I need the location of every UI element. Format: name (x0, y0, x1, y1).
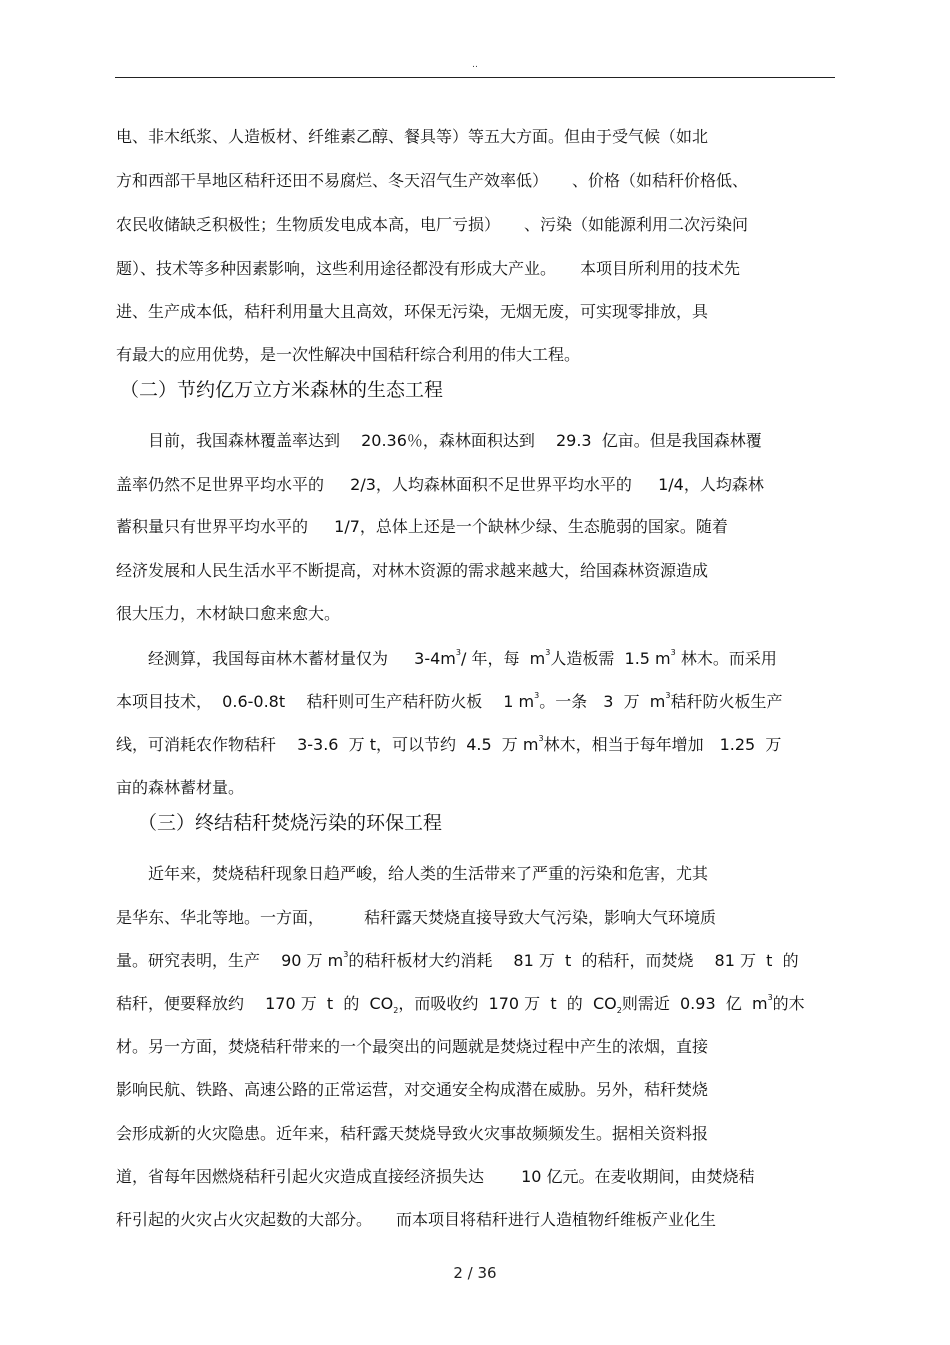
superscript: 3 (343, 950, 349, 959)
text-run: 人造板需 1.5 m (550, 649, 671, 668)
paragraph-line: 道，省每年因燃烧秸秆引起火灾造成直接经济损失达 10 亿元。在麦收期间，由焚烧秸 (116, 1167, 755, 1186)
subscript: 2 (393, 1006, 399, 1016)
paragraph-line: 是华东、华北等地。一方面， 秸秆露天焚烧直接导致大气污染，影响大气环境质 (116, 908, 717, 927)
paragraph-line (116, 649, 777, 669)
section-heading: （三）终结秸秆焚烧污染的环保工程 (138, 812, 443, 834)
paragraph-line: 会形成新的火灾隐患。近年来，秸秆露天焚烧导致火灾事故频频发生。据相关资料报 (116, 1124, 709, 1143)
paragraph-line: 电、非木纸浆、人造板材、纤维素乙醇、餐具等）等五大方面。但由于受气候（如北 (116, 127, 709, 146)
paragraph-line: 题）、技术等多种因素影响，这些利用途径都没有形成大产业。 本项目所利用的技术先 (116, 259, 741, 278)
paragraph-line: 农民收储缺乏积极性；生物质发电成本高，电厂亏损） 、污染（如能源利用二次污染问 (116, 215, 749, 234)
superscript: 3 (545, 648, 551, 657)
superscript: 3 (665, 691, 671, 700)
superscript: 3 (767, 993, 773, 1002)
paragraph-line: 秆引起的火灾占火灾起数的大部分。 而本项目将秸秆进行人造植物纤维板产业化生 (116, 1210, 717, 1229)
text-run: 经测算，我国每亩林木蓄材量仅为 3-4m (116, 649, 456, 668)
text-run: 秸秆防火板生产 (670, 692, 783, 711)
paragraph-line: 盖率仍然不足世界平均水平的 2/3，人均森林面积不足世界平均水平的 1/4，人均森林 (116, 475, 764, 494)
text-run: 秸秆，便要释放约 170 万 t 的 CO (116, 994, 394, 1013)
text-run: 量。研究表明，生产 90 万 m (116, 951, 344, 970)
text-run: 线，可消耗农作物秸秆 3-3.6 万 t，可以节约 4.5 万 m (116, 735, 539, 754)
paragraph-line: 近年来，焚烧秸秆现象日趋严峻，给人类的生活带来了严重的污染和危害，尤其 (116, 864, 709, 883)
paragraph-line: 蓄积量只有世界平均水平的 1/7，总体上还是一个缺林少绿、生态脆弱的国家。随着 (116, 517, 728, 536)
paragraph-line: 目前，我国森林覆盖率达到 20.36％，森林面积达到 29.3 亿亩。但是我国森林覆 (116, 431, 762, 450)
text-run: 则需近 0.93 亿 m (621, 994, 768, 1013)
paragraph-line: 有最大的应用优势，是一次性解决中国秸秆综合利用的伟大工程。 (116, 345, 581, 364)
superscript: 3 (670, 648, 676, 657)
paragraph-line: 亩的森林蓄材量。 (116, 778, 245, 797)
header-mark: .. (472, 60, 478, 70)
text-run: 的木 (772, 994, 805, 1013)
paragraph-line (116, 735, 781, 755)
paragraph-line: 进、生产成本低，秸秆利用量大且高效，环保无污染，无烟无废，可实现零排放，具 (116, 302, 709, 321)
paragraph-line: 材。另一方面，焚烧秸秆带来的一个最突出的问题就是焚烧过程中产生的浓烟，直接 (116, 1037, 709, 1056)
paragraph-line: 影响民航、铁路、高速公路的正常运营，对交通安全构成潜在威胁。另外，秸秆焚烧 (116, 1080, 709, 1099)
text-run: 林木，相当于每年增加 1.25 万 (543, 735, 782, 754)
paragraph-line (116, 994, 805, 1014)
page-number: 2 / 36 (453, 1264, 497, 1282)
text-run: 林木。而采用 (675, 649, 777, 668)
paragraph-line (116, 692, 782, 712)
paragraph-line: 很大压力，木材缺口愈来愈大。 (116, 604, 341, 623)
text-run: ，而吸收约 170 万 t 的 CO (398, 994, 617, 1013)
text-run: 。一条 3 万 m (539, 692, 666, 711)
subscript: 2 (616, 1006, 622, 1016)
text-run: 本项目技术， 0.6-0.8t 秸秆则可生产秸秆防火板 1 m (116, 692, 535, 711)
superscript: 3 (455, 648, 461, 657)
text-run: 的秸秆板材大约消耗 81 万 t 的秸秆，而焚烧 81 万 t 的 (348, 951, 799, 970)
text-run: / 年，每 m (461, 649, 546, 668)
paragraph-line: 经济发展和人民生活水平不断提高，对林木资源的需求越来越大，给国森林资源造成 (116, 561, 709, 580)
superscript: 3 (538, 734, 544, 743)
header-rule (115, 77, 835, 78)
paragraph-line: 方和西部干旱地区秸秆还田不易腐烂、冬天沼气生产效率低） 、价格（如秸秆价格低、 (116, 171, 749, 190)
paragraph-line (116, 951, 799, 971)
section-heading: （二）节约亿万立方米森林的生态工程 (120, 379, 444, 401)
superscript: 3 (534, 691, 540, 700)
